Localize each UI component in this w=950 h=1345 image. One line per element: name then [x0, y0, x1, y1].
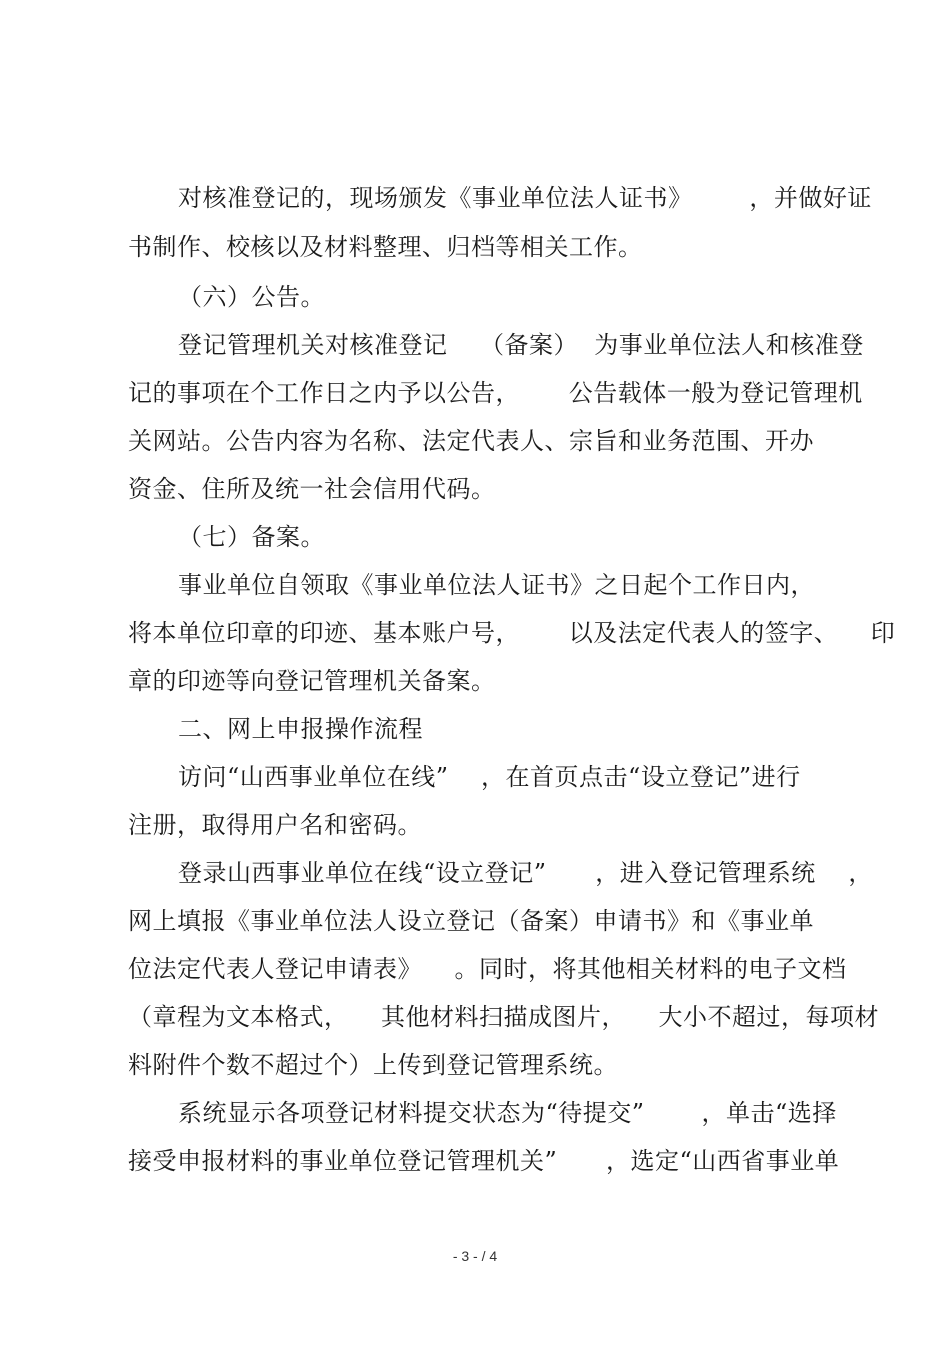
- section-heading: （六）公告。: [178, 283, 325, 311]
- paragraph-line: 章的印迹等向登记管理机关备案。: [128, 667, 496, 695]
- paragraph-line: 书制作、校核以及材料整理、归档等相关工作。: [128, 233, 643, 261]
- paragraph-line: 系统显示各项登记材料提交状态为“待提交” ，单击“选择: [178, 1099, 837, 1127]
- paragraph-line: 注册，取得用户名和密码。: [128, 811, 422, 839]
- paragraph-line: 访问“山西事业单位在线” ，在首页点击“设立登记”进行: [178, 763, 801, 791]
- paragraph-line: 位法定代表人登记申请表》 。同时，将其他相关材料的电子文档: [128, 955, 847, 983]
- section-heading: （七）备案。: [178, 523, 325, 551]
- paragraph-line: 对核准登记的，现场颁发《事业单位法人证书》 ，并做好证: [178, 184, 872, 212]
- paragraph-line: 登录山西事业单位在线“设立登记” ，进入登记管理系统 ，: [178, 859, 873, 887]
- paragraph-line: 记的事项在个工作日之内予以公告， 公告载体一般为登记管理机: [128, 379, 863, 407]
- paragraph-line: 接受申报材料的事业单位登记管理机关” ，选定“山西省事业单: [128, 1147, 840, 1175]
- section-heading: 二、网上申报操作流程: [178, 715, 423, 743]
- paragraph-line: 资金、住所及统一社会信用代码。: [128, 475, 496, 503]
- paragraph-line: 料附件个数不超过个）上传到登记管理系统。: [128, 1051, 618, 1079]
- paragraph-line: 将本单位印章的印迹、基本账户号， 以及法定代表人的签字、 印: [128, 619, 896, 647]
- paragraph-line: 事业单位自领取《事业单位法人证书》之日起个工作日内，: [178, 571, 815, 599]
- page-number: - 3 - / 4: [452, 1248, 498, 1264]
- paragraph-line: （章程为文本格式， 其他材料扫描成图片， 大小不超过，每项材: [128, 1003, 880, 1031]
- paragraph-line: 网上填报《事业单位法人设立登记（备案）申请书》和《事业单: [128, 907, 814, 935]
- paragraph-line: 关网站。公告内容为名称、法定代表人、宗旨和业务范围、开办: [128, 427, 814, 455]
- paragraph-line: 登记管理机关对核准登记 （备案） 为事业单位法人和核准登: [178, 331, 864, 359]
